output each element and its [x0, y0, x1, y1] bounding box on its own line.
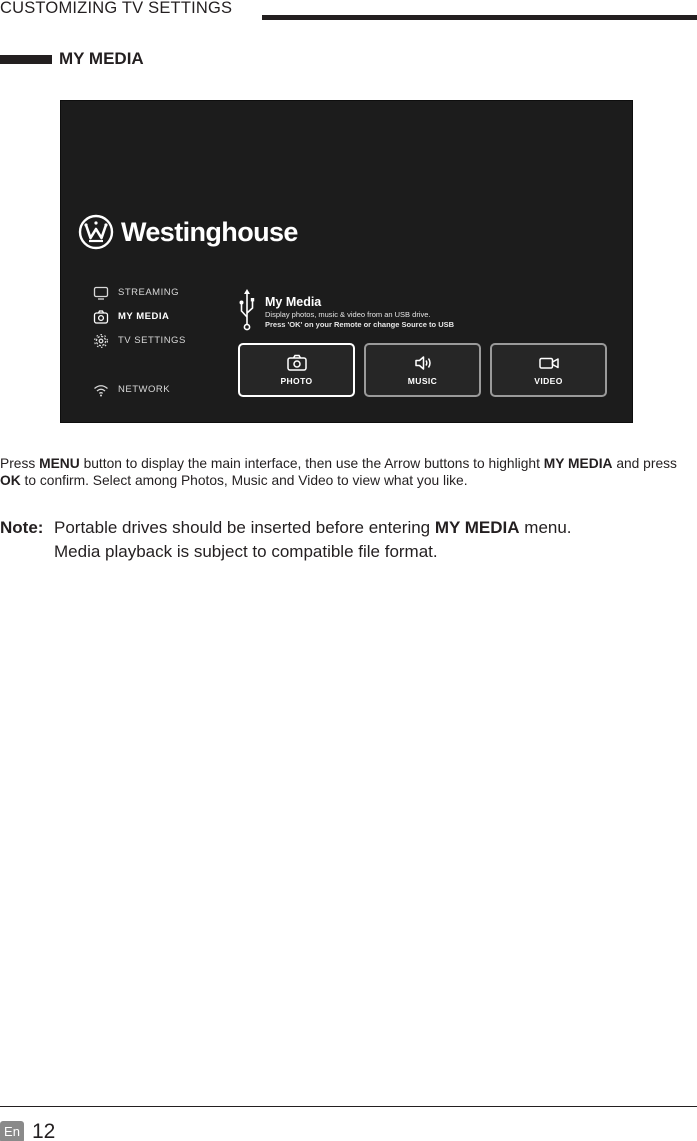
menu-item-label: STREAMING [118, 287, 179, 298]
music-tile-label: MUSIC [407, 376, 438, 386]
instructions-text: Press [0, 456, 40, 471]
menu-item-label: MY MEDIA [118, 311, 170, 322]
note-line-2: Media playback is subject to compatible file format. [54, 542, 438, 561]
music-tile[interactable] [364, 343, 481, 397]
camera-icon [286, 354, 308, 372]
instructions-text: and press [612, 456, 677, 471]
westinghouse-logo-icon [78, 214, 114, 250]
video-tile[interactable] [490, 343, 607, 397]
menu-item-tv-settings[interactable] [93, 332, 233, 350]
instructions-text: button to display the main interface, then use the Arrow buttons to highlight [79, 456, 544, 471]
note-text: menu. [519, 518, 572, 537]
photo-tile[interactable] [238, 343, 355, 397]
video-camera-icon [538, 354, 560, 372]
menu-key-label: MENU [39, 456, 80, 471]
note-emphasis: MY MEDIA [434, 518, 520, 537]
gear-icon [93, 333, 109, 349]
section-title: MY MEDIA [59, 49, 144, 68]
my-media-title: My Media [265, 295, 322, 309]
page-footer [0, 1106, 697, 1141]
menu-item-streaming[interactable] [93, 284, 233, 302]
header-rule [262, 15, 697, 20]
language-badge: En [0, 1121, 24, 1141]
tv-screenshot [60, 100, 633, 423]
menu-item-label: NETWORK [118, 384, 171, 395]
camera-icon [93, 309, 109, 325]
wifi-icon [93, 382, 109, 398]
footer-rule [0, 1106, 697, 1107]
menu-item-network[interactable] [93, 381, 233, 399]
my-media-hint: Press 'OK' on your Remote or change Source to USB [265, 320, 455, 329]
note-line-1 [54, 516, 572, 540]
section-marker-bar [0, 55, 52, 64]
note-text: Portable drives should be inserted before entering [54, 518, 435, 537]
page-number: 12 [32, 1120, 56, 1141]
my-media-info [265, 294, 454, 330]
note-label: Note: [0, 518, 44, 537]
my-media-description: Display photos, music & video from an USB drive. [265, 310, 431, 319]
my-media-key-label: MY MEDIA [543, 456, 613, 471]
menu-item-my-media[interactable] [93, 308, 233, 326]
instructions-paragraph [0, 456, 690, 489]
photo-tile-label: PHOTO [280, 376, 313, 386]
chapter-title: CUSTOMIZING TV SETTINGS [0, 0, 233, 17]
usb-icon [238, 287, 256, 331]
tv-icon [93, 285, 109, 301]
video-tile-label: VIDEO [534, 376, 563, 386]
brand-name: Westinghouse [121, 217, 298, 247]
menu-item-label: TV SETTINGS [118, 335, 186, 346]
instructions-text: to confirm. Select among Photos, Music and Video to view what you like. [20, 472, 468, 488]
page-header [0, 0, 697, 22]
ok-key-label: OK [0, 472, 21, 488]
speaker-icon [412, 354, 434, 372]
